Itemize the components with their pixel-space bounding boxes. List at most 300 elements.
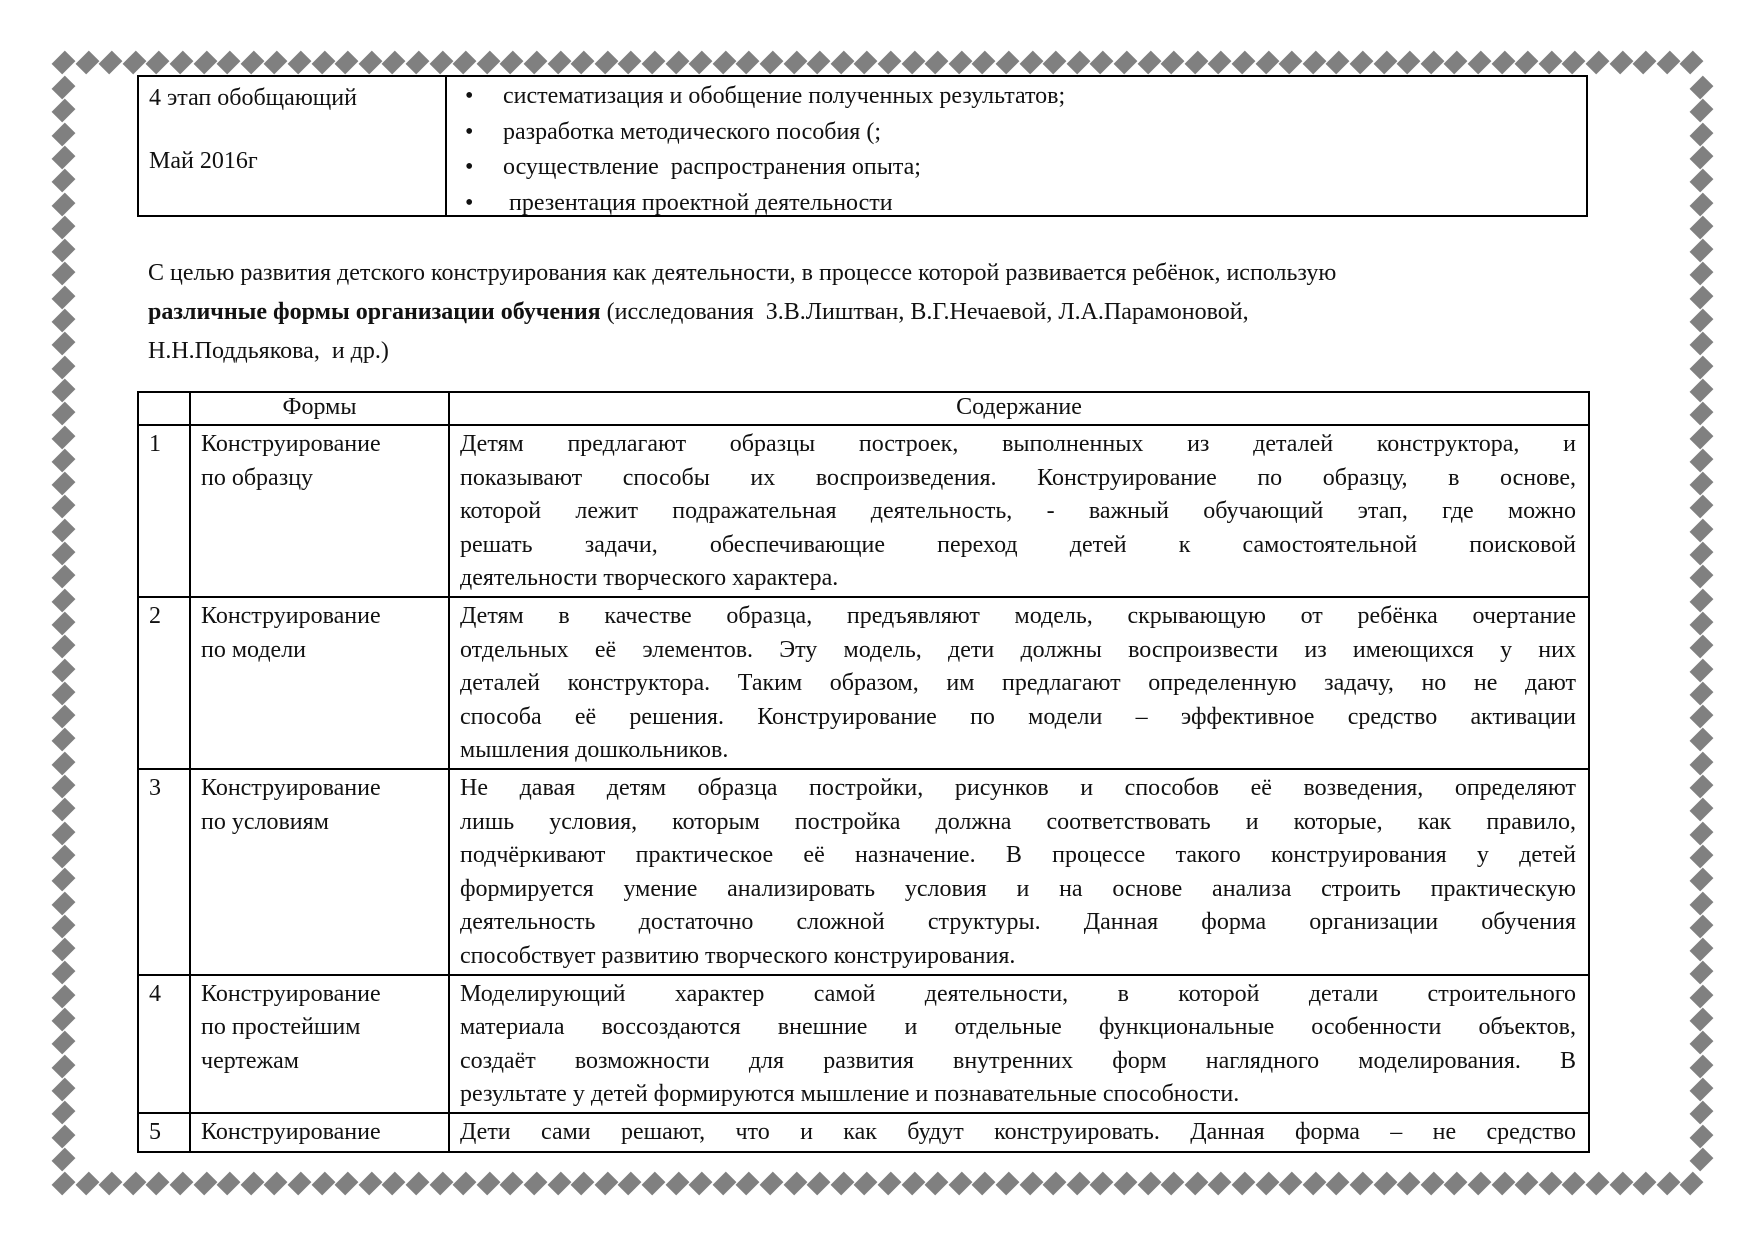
- diamond-icon: [193, 1172, 217, 1196]
- diamond-icon: [1690, 1147, 1714, 1171]
- table-row: [138, 769, 1589, 975]
- diamond-icon: [594, 51, 618, 75]
- row-number: 3: [138, 769, 190, 975]
- row-number: 2: [138, 597, 190, 769]
- diamond-icon: [52, 1077, 76, 1101]
- diamond-icon: [1690, 239, 1714, 263]
- stage-task-item: [465, 186, 1586, 222]
- diamond-icon: [760, 51, 784, 75]
- diamond-icon: [52, 728, 76, 752]
- diamond-icon: [1680, 51, 1704, 75]
- diamond-icon: [1397, 1172, 1421, 1196]
- diamond-icon: [170, 1172, 194, 1196]
- form-name: [190, 425, 449, 597]
- diamond-icon: [712, 1172, 736, 1196]
- diamond-icon: [524, 1172, 548, 1196]
- diamond-icon: [1690, 775, 1714, 799]
- form-name: [190, 1113, 449, 1153]
- description-line: результате у детей формируются мышление и познавательные способности.: [460, 1081, 1240, 1108]
- diamond-icon: [618, 1172, 642, 1196]
- diamond-icon: [52, 821, 76, 845]
- diamond-icon: [1208, 51, 1232, 75]
- diamond-icon: [1208, 1172, 1232, 1196]
- diamond-icon: [52, 76, 76, 100]
- diamond-icon: [476, 1172, 500, 1196]
- diamond-icon: [1690, 122, 1714, 146]
- diamond-icon: [99, 1172, 123, 1196]
- intro-line-2: [148, 293, 1608, 332]
- diamond-icon: [476, 51, 500, 75]
- diamond-icon: [571, 51, 595, 75]
- diamond-icon: [52, 681, 76, 705]
- description-line: отдельных её элементов. Эту модель, дети должны воспроизвести из имеющихся у них: [460, 636, 1576, 663]
- diamond-icon: [382, 51, 406, 75]
- description-line: способа её решения. Конструирование по модели – эффективное средство активации: [460, 703, 1576, 730]
- stage-task-list: [447, 79, 1586, 221]
- diamond-icon: [1690, 425, 1714, 449]
- diamond-icon: [1690, 938, 1714, 962]
- row-number: 1: [138, 425, 190, 597]
- diamond-icon: [1586, 1172, 1610, 1196]
- diamond-icon: [830, 1172, 854, 1196]
- diamond-icon: [1690, 332, 1714, 356]
- diamond-icon: [1491, 51, 1515, 75]
- diamond-icon: [288, 51, 312, 75]
- diamond-icon: [972, 51, 996, 75]
- diamond-icon: [52, 425, 76, 449]
- diamond-icon: [122, 51, 146, 75]
- diamond-icon: [52, 1054, 76, 1078]
- diamond-icon: [1373, 1172, 1397, 1196]
- form-name: [190, 975, 449, 1113]
- diamond-icon: [52, 775, 76, 799]
- form-description: [449, 769, 1589, 975]
- stage-date: Май 2016г: [149, 148, 258, 174]
- diamond-icon: [52, 192, 76, 216]
- diamond-icon: [146, 1172, 170, 1196]
- diamond-icon: [972, 1172, 996, 1196]
- diamond-icon: [52, 378, 76, 402]
- description-line: лишь условия, которым постройка должна соответствовать и которые, как правило,: [460, 808, 1576, 835]
- diamond-icon: [52, 868, 76, 892]
- diamond-icon: [1468, 51, 1492, 75]
- diamond-icon: [830, 51, 854, 75]
- stage-task-text: систематизация и обобщение полученных результатов;: [503, 83, 1066, 109]
- diamond-icon: [52, 472, 76, 496]
- diamond-icon: [75, 1172, 99, 1196]
- diamond-icon: [75, 51, 99, 75]
- diamond-icon: [1350, 1172, 1374, 1196]
- diamond-icon: [1690, 518, 1714, 542]
- diamond-icon: [1373, 51, 1397, 75]
- diamond-icon: [52, 332, 76, 356]
- diamond-icon: [170, 51, 194, 75]
- diamond-icon: [52, 495, 76, 519]
- description-line: решать задачи, обеспечивающие переход детей к самостоятельной поисковой: [460, 531, 1576, 558]
- diamond-icon: [1326, 51, 1350, 75]
- form-name-line: по модели: [201, 636, 307, 663]
- diamond-icon: [52, 215, 76, 239]
- diamond-icon: [52, 1172, 76, 1196]
- diamond-icon: [1137, 51, 1161, 75]
- diamond-icon: [52, 938, 76, 962]
- diamond-icon: [1562, 1172, 1586, 1196]
- diamond-icon: [1302, 1172, 1326, 1196]
- diamond-icon: [453, 1172, 477, 1196]
- form-name-line: Конструирование: [201, 1118, 381, 1145]
- diamond-icon: [948, 1172, 972, 1196]
- diamond-icon: [52, 355, 76, 379]
- diamond-icon: [1690, 798, 1714, 822]
- bullet-icon: •: [465, 154, 474, 180]
- diamond-icon: [382, 1172, 406, 1196]
- diamond-icon: [1690, 1077, 1714, 1101]
- diamond-icon: [335, 1172, 359, 1196]
- diamond-icon: [52, 705, 76, 729]
- diamond-icon: [500, 1172, 524, 1196]
- diamond-icon: [1066, 1172, 1090, 1196]
- form-name-line: по образцу: [201, 464, 314, 491]
- diamond-icon: [1690, 728, 1714, 752]
- diamond-icon: [665, 51, 689, 75]
- table-row: [138, 1113, 1589, 1153]
- diamond-icon: [1690, 402, 1714, 426]
- diamond-icon: [52, 448, 76, 472]
- diamond-icon: [52, 798, 76, 822]
- diamond-icon: [1420, 1172, 1444, 1196]
- diamond-icon: [52, 51, 76, 75]
- diamond-icon: [358, 51, 382, 75]
- diamond-icon: [1066, 51, 1090, 75]
- stage-task-item: [465, 115, 1586, 151]
- diamond-icon: [1043, 51, 1067, 75]
- diamond-icon: [264, 1172, 288, 1196]
- table-row: [138, 597, 1589, 769]
- diamond-icon: [1538, 1172, 1562, 1196]
- diamond-icon: [52, 611, 76, 635]
- diamond-icon: [1680, 1172, 1704, 1196]
- description-line: формируется умение анализировать условия и на основе анализа строить практическую: [460, 875, 1576, 902]
- diamond-icon: [52, 658, 76, 682]
- diamond-icon: [1690, 844, 1714, 868]
- diamond-icon: [1633, 51, 1657, 75]
- diamond-icon: [1397, 51, 1421, 75]
- table-header-row: [138, 392, 1589, 425]
- intro-line-3: Н.Н.Поддьякова, и др.): [148, 338, 389, 364]
- diamond-icon: [854, 1172, 878, 1196]
- form-name-line: по условиям: [201, 808, 329, 835]
- diamond-icon: [1515, 51, 1539, 75]
- form-name-line: Конструирование: [201, 431, 381, 457]
- diamond-icon: [1184, 1172, 1208, 1196]
- diamond-icon: [1690, 309, 1714, 333]
- description-line: Дети сами решают, что и как будут конструировать. Данная форма – не средство: [460, 1118, 1576, 1145]
- diamond-icon: [618, 51, 642, 75]
- diamond-icon: [1491, 1172, 1515, 1196]
- diamond-icon: [712, 51, 736, 75]
- diamond-icon: [52, 239, 76, 263]
- diamond-icon: [1444, 51, 1468, 75]
- diamond-icon: [52, 122, 76, 146]
- diamond-icon: [52, 1101, 76, 1125]
- diamond-icon: [1690, 192, 1714, 216]
- diamond-icon: [665, 1172, 689, 1196]
- diamond-icon: [996, 1172, 1020, 1196]
- intro-paragraph: [148, 254, 1608, 371]
- diamond-icon: [1043, 1172, 1067, 1196]
- diamond-icon: [1690, 658, 1714, 682]
- diamond-icon: [52, 984, 76, 1008]
- diamond-icon: [1690, 495, 1714, 519]
- diamond-icon: [52, 588, 76, 612]
- diamond-icon: [1690, 611, 1714, 635]
- stage-task-item: [465, 79, 1586, 115]
- description-line: Детям предлагают образцы построек, выполненных из деталей конструктора, и: [460, 431, 1576, 457]
- diamond-icon: [1690, 378, 1714, 402]
- diamond-icon: [1690, 99, 1714, 123]
- diamond-icon: [52, 169, 76, 193]
- diamond-icon: [1690, 751, 1714, 775]
- diamond-icon: [1690, 355, 1714, 379]
- diamond-icon: [1690, 891, 1714, 915]
- diamond-icon: [406, 51, 430, 75]
- diamond-icon: [1690, 984, 1714, 1008]
- diamond-icon: [52, 262, 76, 286]
- diamond-icon: [547, 1172, 571, 1196]
- diamond-icon: [1690, 1008, 1714, 1032]
- diamond-icon: [854, 51, 878, 75]
- diamond-icon: [689, 1172, 713, 1196]
- diamond-icon: [1690, 1101, 1714, 1125]
- diamond-icon: [1690, 448, 1714, 472]
- diamond-icon: [1114, 51, 1138, 75]
- diamond-icon: [1656, 1172, 1680, 1196]
- diamond-icon: [948, 51, 972, 75]
- diamond-icon: [524, 51, 548, 75]
- diamond-icon: [1690, 565, 1714, 589]
- diamond-icon: [1690, 635, 1714, 659]
- diamond-icon: [1279, 1172, 1303, 1196]
- table-row: [138, 975, 1589, 1113]
- diamond-icon: [878, 1172, 902, 1196]
- forms-table: [137, 391, 1590, 1153]
- diamond-icon: [1232, 51, 1256, 75]
- intro-citations: (исследования З.В.Лиштван, В.Г.Нечаевой, Л.А.Парамоновой,: [600, 299, 1249, 325]
- bullet-icon: •: [465, 118, 474, 145]
- diamond-icon: [52, 961, 76, 985]
- bullet-icon: •: [465, 83, 474, 109]
- diamond-icon: [240, 51, 264, 75]
- diamond-icon: [52, 1124, 76, 1148]
- diamond-icon: [52, 1008, 76, 1032]
- diamond-icon: [1690, 542, 1714, 566]
- stage-task-text: разработка методического пособия (;: [503, 118, 881, 145]
- diamond-icon: [311, 51, 335, 75]
- intro-bold-phrase: различные формы организации обучения: [148, 299, 601, 325]
- description-line: деятельности творческого характера.: [460, 565, 839, 592]
- stage-tasks-cell: [447, 77, 1586, 215]
- diamond-icon: [429, 51, 453, 75]
- diamond-icon: [1690, 705, 1714, 729]
- row-number: 4: [138, 975, 190, 1113]
- form-name-line: Конструирование: [201, 602, 381, 629]
- diamond-icon: [760, 1172, 784, 1196]
- form-name: [190, 597, 449, 769]
- description-line: мышления дошкольников.: [460, 737, 729, 764]
- stage-task-text: осуществление распространения опыта;: [503, 154, 921, 180]
- form-name-line: Конструирование: [201, 774, 381, 801]
- diamond-icon: [1255, 1172, 1279, 1196]
- diamond-icon: [1090, 51, 1114, 75]
- diamond-icon: [1137, 1172, 1161, 1196]
- diamond-icon: [925, 1172, 949, 1196]
- description-line: создаёт возможности для развития внутренних форм наглядного моделирования. В: [460, 1047, 1576, 1074]
- diamond-icon: [1633, 1172, 1657, 1196]
- diamond-icon: [736, 1172, 760, 1196]
- diamond-icon: [146, 51, 170, 75]
- description-line: Детям в качестве образца, предъявляют модель, скрывающую от ребёнка очертание: [460, 602, 1576, 629]
- diamond-icon: [807, 51, 831, 75]
- diamond-icon: [52, 285, 76, 309]
- form-name-line: чертежам: [201, 1047, 299, 1074]
- diamond-icon: [217, 1172, 241, 1196]
- diamond-icon: [878, 51, 902, 75]
- diamond-icon: [1586, 51, 1610, 75]
- diamond-icon: [1302, 51, 1326, 75]
- diamond-icon: [1690, 821, 1714, 845]
- diamond-icon: [1538, 51, 1562, 75]
- table-row: [138, 425, 1589, 597]
- diamond-icon: [807, 1172, 831, 1196]
- diamond-icon: [52, 402, 76, 426]
- header-num: [138, 392, 190, 425]
- stage-table: [137, 75, 1588, 217]
- description-line: способствует развитию творческого конструирования.: [460, 942, 1016, 969]
- diamond-icon: [453, 51, 477, 75]
- diamond-icon: [1255, 51, 1279, 75]
- diamond-icon: [52, 565, 76, 589]
- diamond-icon: [571, 1172, 595, 1196]
- diamond-icon: [1690, 681, 1714, 705]
- diamond-icon: [547, 51, 571, 75]
- header-content: Содержание: [449, 392, 1589, 425]
- diamond-icon: [1161, 51, 1185, 75]
- diamond-icon: [783, 1172, 807, 1196]
- diamond-icon: [642, 1172, 666, 1196]
- row-number: 5: [138, 1113, 190, 1153]
- diamond-icon: [736, 51, 760, 75]
- form-description: [449, 597, 1589, 769]
- diamond-icon: [429, 1172, 453, 1196]
- diamond-icon: [1690, 169, 1714, 193]
- form-name: [190, 769, 449, 975]
- diamond-icon: [1690, 588, 1714, 612]
- diamond-icon: [1184, 51, 1208, 75]
- diamond-icon: [52, 1031, 76, 1055]
- diamond-icon: [52, 99, 76, 123]
- form-description: [449, 425, 1589, 597]
- diamond-icon: [1350, 51, 1374, 75]
- diamond-icon: [52, 518, 76, 542]
- diamond-icon: [240, 1172, 264, 1196]
- diamond-icon: [1690, 1054, 1714, 1078]
- stage-name: 4 этап обобщающий: [149, 85, 357, 111]
- diamond-icon: [217, 51, 241, 75]
- diamond-icon: [1019, 1172, 1043, 1196]
- stage-cell: [139, 77, 447, 215]
- diamond-icon: [358, 1172, 382, 1196]
- diamond-icon: [594, 1172, 618, 1196]
- stage-task-item: [465, 150, 1586, 186]
- diamond-icon: [1444, 1172, 1468, 1196]
- diamond-icon: [335, 51, 359, 75]
- form-name-line: Конструирование: [201, 980, 381, 1007]
- diamond-icon: [1232, 1172, 1256, 1196]
- form-description: [449, 975, 1589, 1113]
- diamond-icon: [1420, 51, 1444, 75]
- diamond-icon: [311, 1172, 335, 1196]
- diamond-icon: [1690, 262, 1714, 286]
- diamond-icon: [1019, 51, 1043, 75]
- stage-task-text: презентация проектной деятельности: [503, 189, 893, 216]
- diamond-icon: [1161, 1172, 1185, 1196]
- diamond-icon: [193, 51, 217, 75]
- diamond-icon: [52, 914, 76, 938]
- diamond-icon: [52, 891, 76, 915]
- diamond-icon: [1690, 1124, 1714, 1148]
- diamond-icon: [1609, 51, 1633, 75]
- diamond-icon: [52, 751, 76, 775]
- diamond-icon: [1515, 1172, 1539, 1196]
- diamond-icon: [264, 51, 288, 75]
- diamond-icon: [52, 844, 76, 868]
- diamond-icon: [1690, 1031, 1714, 1055]
- diamond-icon: [52, 1147, 76, 1171]
- form-description: [449, 1113, 1589, 1153]
- diamond-icon: [52, 635, 76, 659]
- header-forms: Формы: [190, 392, 449, 425]
- form-name-line: по простейшим: [201, 1014, 361, 1041]
- description-line: Моделирующий характер самой деятельности, в которой детали строительного: [460, 980, 1576, 1007]
- diamond-icon: [1690, 76, 1714, 100]
- diamond-icon: [1090, 1172, 1114, 1196]
- description-line: материала воссоздаются внешние и отдельные функциональные особенности объектов,: [460, 1014, 1576, 1041]
- description-line: показывают способы их воспроизведения. Конструирование по образцу, в основе,: [460, 464, 1576, 491]
- diamond-icon: [925, 51, 949, 75]
- diamond-icon: [901, 1172, 925, 1196]
- description-line: подчёркивают практическое её назначение. В процессе такого конструирования у детей: [460, 842, 1576, 869]
- diamond-icon: [901, 51, 925, 75]
- description-line: деятельность достаточно сложной структуры. Данная форма организации обучения: [460, 909, 1576, 936]
- diamond-icon: [1279, 51, 1303, 75]
- diamond-icon: [99, 51, 123, 75]
- diamond-icon: [52, 309, 76, 333]
- diamond-icon: [1562, 51, 1586, 75]
- description-line: которой лежит подражательная деятельность, - важный обучающий этап, где можно: [460, 498, 1576, 525]
- diamond-icon: [783, 51, 807, 75]
- diamond-icon: [1656, 51, 1680, 75]
- diamond-icon: [1690, 472, 1714, 496]
- diamond-icon: [1690, 145, 1714, 169]
- intro-line-1: С целью развития детского конструирования как деятельности, в процессе которой развивается ребёнок, использую: [148, 260, 1337, 286]
- diamond-icon: [1690, 285, 1714, 309]
- bullet-icon: •: [465, 189, 474, 216]
- diamond-icon: [1114, 1172, 1138, 1196]
- diamond-icon: [52, 542, 76, 566]
- diamond-icon: [122, 1172, 146, 1196]
- diamond-icon: [406, 1172, 430, 1196]
- diamond-icon: [1690, 961, 1714, 985]
